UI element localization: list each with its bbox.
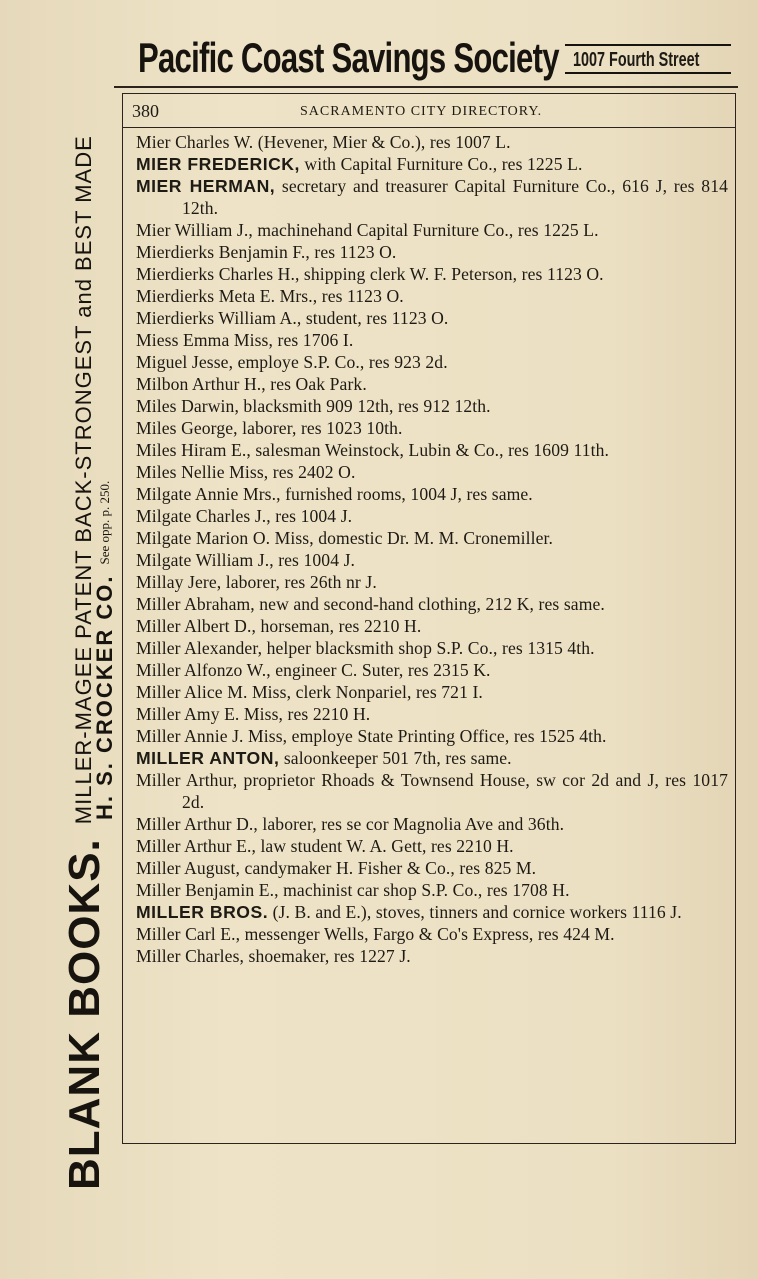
directory-entry [136, 769, 728, 813]
directory-entry [136, 439, 728, 461]
header-rule [122, 127, 736, 128]
directory-entry [136, 747, 728, 769]
directory-entry [136, 153, 728, 175]
frame-top-rule [114, 86, 738, 88]
entry-text: Mierdierks Meta E. Mrs., res 1123 O. [136, 286, 404, 306]
entry-text: Mier William J., machinehand Capital Furniture Co., res 1225 L. [136, 220, 599, 240]
sidebar-see-ref: See opp. p. 250. [97, 480, 112, 565]
entry-text: Miller Benjamin E., machinist car shop S.P. Co., res 1708 H. [136, 880, 570, 900]
entry-text: Miller Charles, shoemaker, res 1227 J. [136, 946, 411, 966]
entry-text: Miller Arthur D., laborer, res se cor Magnolia Ave and 36th. [136, 814, 565, 834]
directory-entry [136, 175, 728, 219]
running-head: SACRAMENTO CITY DIRECTORY. [300, 104, 543, 119]
sidebar-ad-main: BLANK BOOKS. [60, 838, 109, 1190]
directory-entry [136, 945, 728, 967]
page-header [132, 101, 722, 125]
header-address: 1007 Fourth Street [573, 49, 700, 71]
directory-entry [136, 725, 728, 747]
sidebar-ad-sub: MILLER-MAGEE PATENT BACK-STRONGEST and BEST MADE [71, 135, 96, 825]
entry-name-bold: MIER FREDERICK, [136, 154, 300, 174]
directory-entry [136, 923, 728, 945]
directory-entries [136, 131, 728, 967]
sidebar-company-name: H. S. CROCKER CO. [92, 574, 117, 820]
entry-text: Miller Arthur E., law student W. A. Gett, res 2210 H. [136, 836, 514, 856]
directory-entry [136, 351, 728, 373]
entry-text: Milgate Marion O. Miss, domestic Dr. M. M. Cronemiller. [136, 528, 553, 548]
entry-text: Mierdierks William A., student, res 1123 O. [136, 308, 449, 328]
directory-entry [136, 395, 728, 417]
entry-name-bold: MILLER BROS. [136, 902, 269, 922]
directory-entry [136, 219, 728, 241]
directory-entry [136, 835, 728, 857]
entry-text: Miles Nellie Miss, res 2402 O. [136, 462, 356, 482]
header-address-box [565, 44, 731, 74]
directory-entry [136, 329, 728, 351]
entry-text: Miles Darwin, blacksmith 909 12th, res 912 12th. [136, 396, 491, 416]
entry-text: Milgate Annie Mrs., furnished rooms, 1004 J, res same. [136, 484, 533, 504]
directory-entry [136, 527, 728, 549]
directory-entry [136, 307, 728, 329]
entry-text: Miess Emma Miss, res 1706 I. [136, 330, 354, 350]
entry-text: Milbon Arthur H., res Oak Park. [136, 374, 367, 394]
entry-text: Milgate William J., res 1004 J. [136, 550, 356, 570]
entry-text: Miguel Jesse, employe S.P. Co., res 923 2d. [136, 352, 448, 372]
entry-text: Miller Amy E. Miss, res 2210 H. [136, 704, 371, 724]
directory-entry [136, 285, 728, 307]
header-title: Pacific Coast Savings Society [138, 34, 559, 81]
entry-text: Millay Jere, laborer, res 26th nr J. [136, 572, 377, 592]
entry-text: Miller Alfonzo W., engineer C. Suter, res 2315 K. [136, 660, 491, 680]
entry-text: (J. B. and E.), stoves, tinners and cornice workers 1116 J. [268, 902, 682, 922]
entry-text: Milgate Charles J., res 1004 J. [136, 506, 353, 526]
entry-text: with Capital Furniture Co., res 1225 L. [299, 154, 583, 174]
entry-text: Miller Alice M. Miss, clerk Nonpariel, res 721 I. [136, 682, 483, 702]
directory-entry [136, 813, 728, 835]
entry-text: Miller Annie J. Miss, employe State Printing Office, res 1525 4th. [136, 726, 607, 746]
entry-text: Mier Charles W. (Hevener, Mier & Co.), res 1007 L. [136, 132, 511, 152]
directory-entry [136, 373, 728, 395]
entry-name-bold: MIER HERMAN, [136, 176, 276, 196]
entry-text: Mierdierks Benjamin F., res 1123 O. [136, 242, 397, 262]
directory-entry [136, 483, 728, 505]
directory-entry [136, 571, 728, 593]
entry-text: Miller Carl E., messenger Wells, Fargo & Co's Express, res 424 M. [136, 924, 615, 944]
directory-entry [136, 615, 728, 637]
directory-entry [136, 681, 728, 703]
directory-entry [136, 461, 728, 483]
directory-entry [136, 549, 728, 571]
entry-text: Miles George, laborer, res 1023 10th. [136, 418, 403, 438]
directory-entry [136, 703, 728, 725]
entry-text: Miller Alexander, helper blacksmith shop S.P. Co., res 1315 4th. [136, 638, 595, 658]
directory-entry [136, 659, 728, 681]
entry-text: Miller Abraham, new and second-hand clothing, 212 K, res same. [136, 594, 605, 614]
entry-text: Miller Arthur, proprietor Rhoads & Townsend House, sw cor 2d and J, res 1017 2d. [136, 770, 728, 812]
entry-text: Miller August, candymaker H. Fisher & Co., res 825 M. [136, 858, 537, 878]
sidebar-company [92, 200, 122, 820]
entry-text: secretary and treasurer Capital Furniture Co., 616 J, res 814 12th. [182, 176, 728, 218]
entry-name-bold: MILLER ANTON, [136, 748, 280, 768]
directory-entry [136, 637, 728, 659]
directory-entry [136, 241, 728, 263]
entry-text: Miller Albert D., horseman, res 2210 H. [136, 616, 422, 636]
directory-entry [136, 857, 728, 879]
directory-entry [136, 263, 728, 285]
directory-entry [136, 505, 728, 527]
directory-entry [136, 131, 728, 153]
page-number: 380 [132, 101, 159, 121]
entry-text: saloonkeeper 501 7th, res same. [279, 748, 512, 768]
directory-entry [136, 879, 728, 901]
entry-text: Miles Hiram E., salesman Weinstock, Lubin & Co., res 1609 11th. [136, 440, 610, 460]
directory-entry [136, 417, 728, 439]
entry-text: Mierdierks Charles H., shipping clerk W. F. Peterson, res 1123 O. [136, 264, 604, 284]
directory-entry [136, 593, 728, 615]
directory-entry [136, 901, 728, 923]
